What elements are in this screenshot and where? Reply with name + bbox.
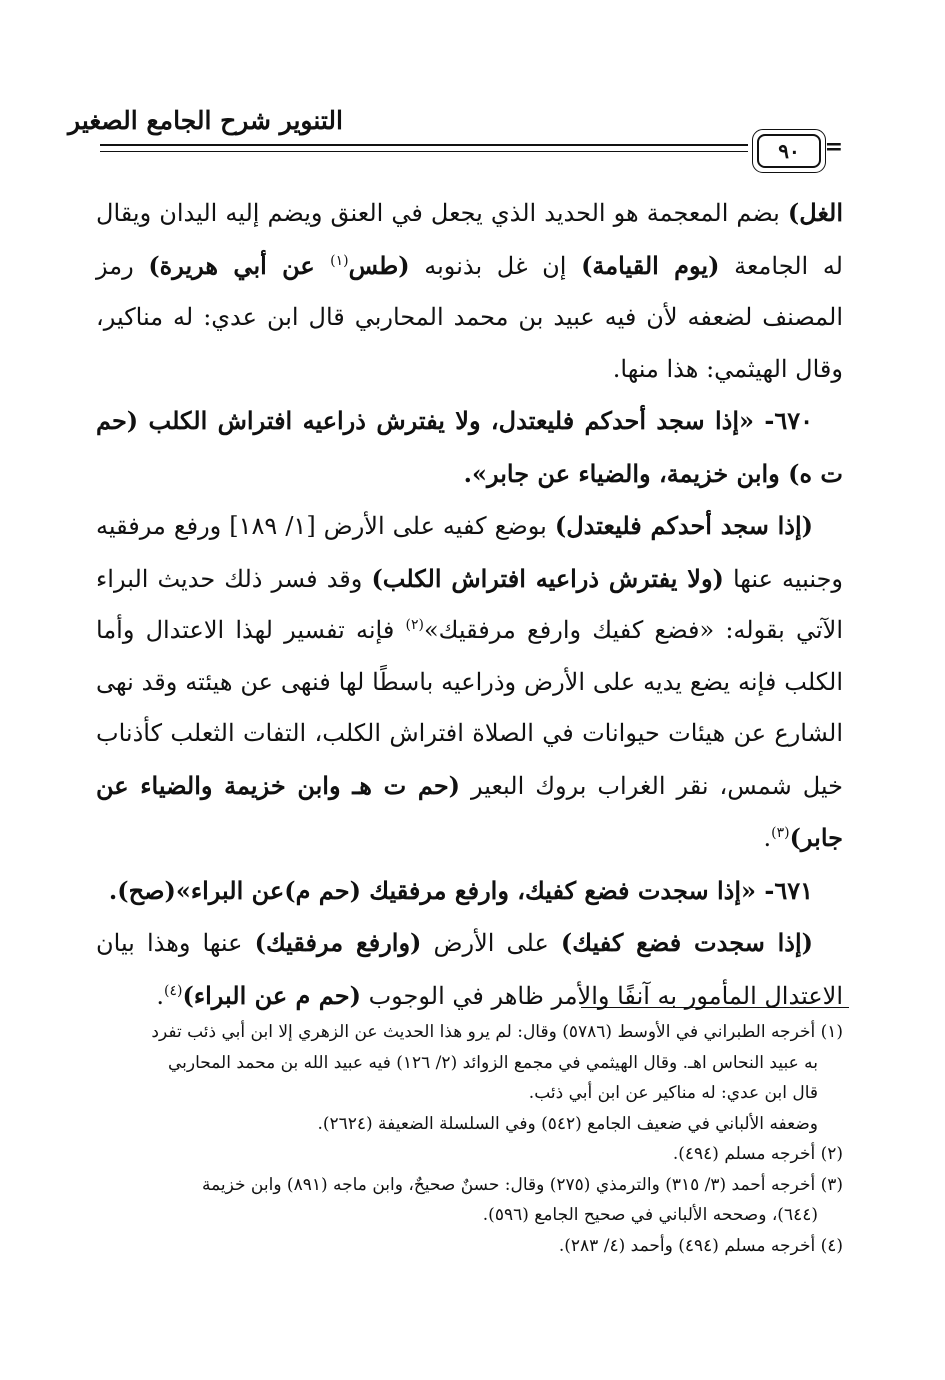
footnote-ref: (١)	[330, 252, 349, 269]
footnote-line: (٦٤٤)، وصححه الألباني في صحيح الجامع (٥٩٦).	[482, 1205, 818, 1225]
footnote-separator	[581, 1007, 849, 1008]
header-rule	[100, 144, 748, 146]
hadith-670: ٦٧٠- «إذا سجد أحدكم فليعتدل، ولا يفترش ذراعيه افتراش الكلب (حم ت ه) وابن خزيمة، والضياء عن جابر».	[96, 406, 843, 488]
paragraph-commentary-671: (إذا سجدت فضع كفيك) على الأرض (وارفع مرفقيك) عنها وهذا بيان الاعتدال المأمور به آنفًا والأمر ظاهر في الوجوب (حم م عن البراء)$^{(٤)}$.	[96, 928, 843, 1010]
footnote-line: (٣) أخرجه أحمد (٣/ ٣١٥) والترمذي (٢٧٥) وقال: حسنٌ صحيحٌ، وابن ماجه (٨٩١) وابن خزيمة	[201, 1174, 843, 1195]
footnote-line: (١) أخرجه الطبراني في الأوسط (٥٧٨٦) وقال: لم يرو هذا الحديث عن الزهري إلا ابن أبي ذئب تفرد	[151, 1022, 843, 1042]
footnote-line: (٢) أخرجه مسلم (٤٩٤).	[672, 1144, 843, 1164]
footnote-ref: (٤)	[164, 982, 183, 999]
footnote-line: (٤) أخرجه مسلم (٤٩٤) وأحمد (٤/ ٢٨٣).	[558, 1235, 843, 1256]
hadith-671: ٦٧١- «إذا سجدت فضع كفيك، وارفع مرفقيك (حم م)عن البراء»(صح).	[108, 875, 813, 905]
paragraph-commentary-669: الغل) بضم المعجمة هو الحديد الذي يجعل في العنق ويضم إليه اليدان ويقال له الجامعة (يوم القيامة) إن غل بذنوبه (طس$^{(١)}$ عن أبي هريرة) رمز المصنف لضعفه لأن فيه عبيد بن محمد المحاربي قال ابن عدي: له مناكير، وقال الهيثمي: هذا منها.	[96, 198, 843, 383]
header-rule-thin	[100, 151, 748, 152]
footnotes	[96, 1017, 843, 1261]
page-header	[68, 100, 843, 180]
footnote-line: وضعفه الألباني في ضعيف الجامع (٥٤٢) وفي السلسلة الضعيفة (٢٦٢٤).	[317, 1113, 818, 1134]
footnote-line: به عبيد النحاس اهـ. وقال الهيثمي في مجمع الزوائد (٢/ ١٢٦) فيه عبيد الله بن محمد المحاربي	[167, 1052, 818, 1073]
page-number: ٩٠	[757, 134, 821, 168]
footnote-ref: (٣)	[771, 825, 790, 841]
paragraph-commentary-670: (إذا سجد أحدكم فليعتدل) بوضع كفيه على الأرض [١/ ١٨٩] ورفع مرفقيه وجنبيه عنها (ولا يفترش ذراعيه افتراش الكلب) وقد فسر ذلك حديث البراء الآتي بقوله: «فضع كفيك وارفع مرفقيك»$^{(٢)}$ فإنه تفسير لهذا الاعتدال وأما الكلب فإنه يضع يديه على الأرض وذراعيه باسطًا لها فنهى عن هيئته وقد نهى الشارع عن هيئات حيوانات في الصلاة افتراش الكلب، التفات الثعلب كأذناب خيل شمس، نقر الغراب بروك البعير (حم ت هـ وابن خزيمة والضياء عن جابر)$^{(٣)}$.	[96, 511, 843, 852]
main-text	[96, 187, 843, 1022]
header-mark: =	[824, 134, 843, 160]
book-title: التنوير شرح الجامع الصغير	[68, 106, 343, 135]
footnote-ref: (٢)	[405, 617, 424, 633]
footnote-line: قال ابن عدي: له مناكير عن ابن أبي ذئب.	[528, 1083, 818, 1103]
